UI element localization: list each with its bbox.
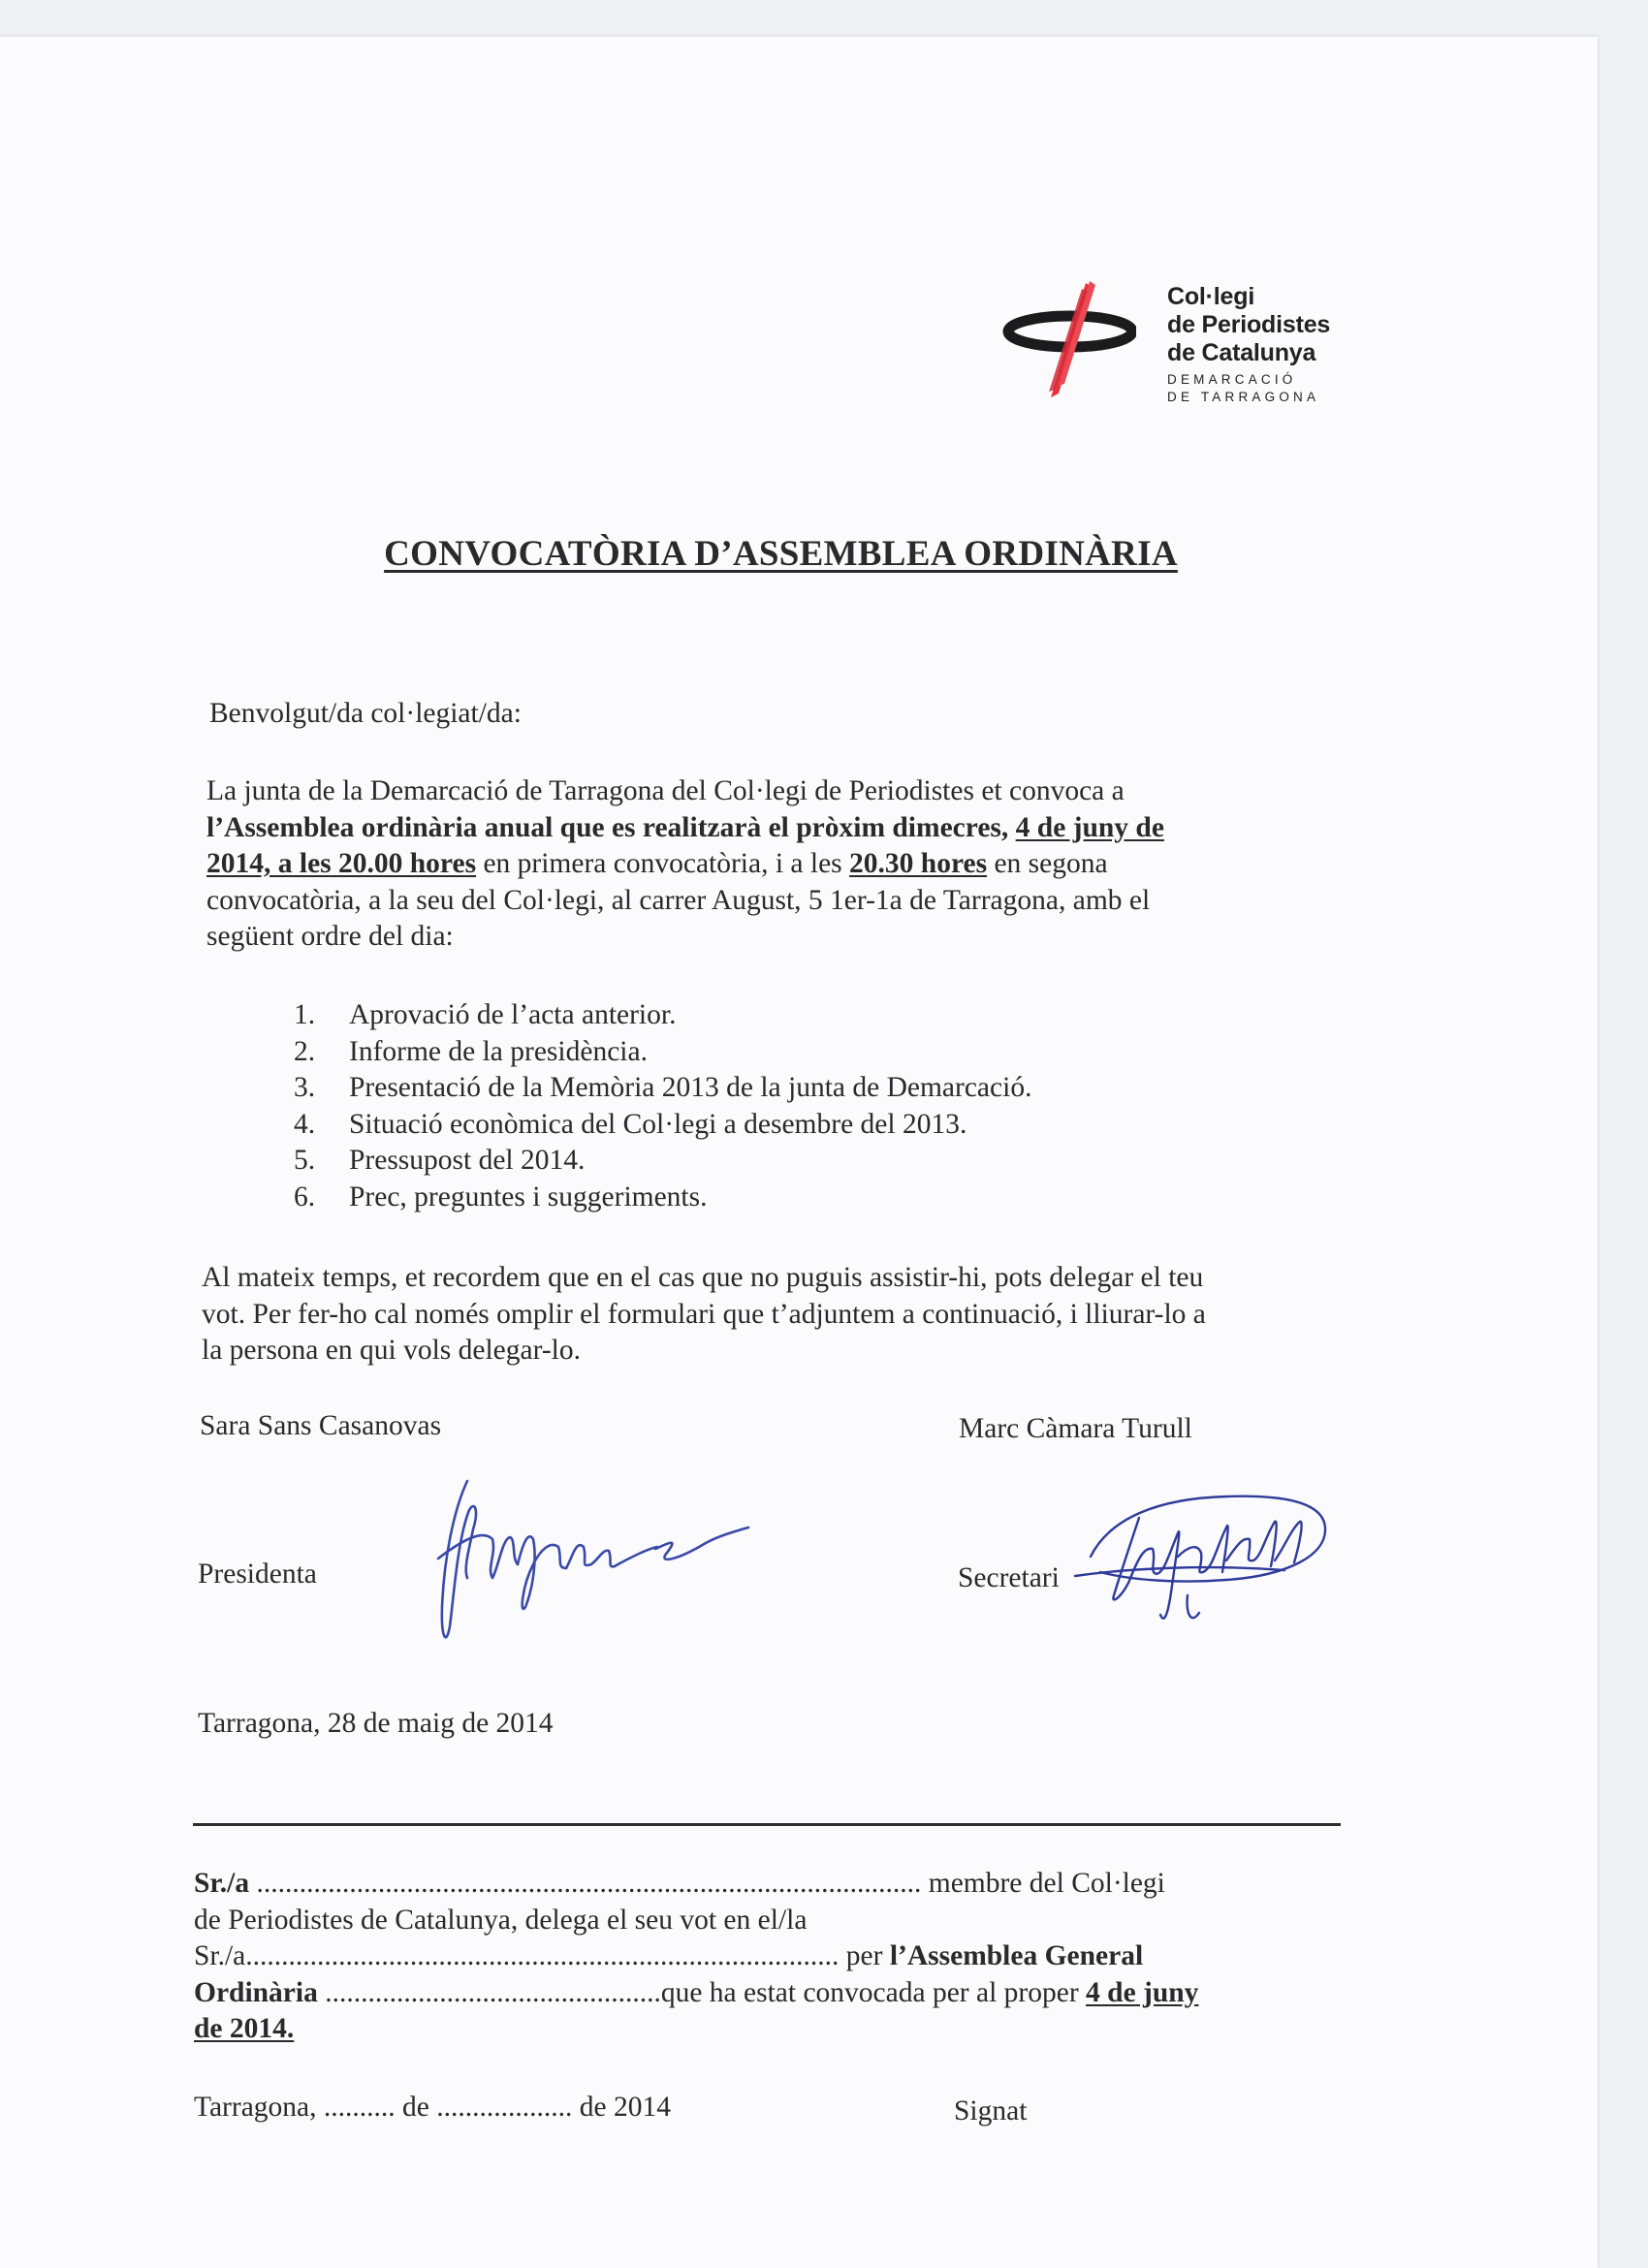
form-extra-blank[interactable]: ............................................... [317, 1976, 661, 2008]
form-line-4-mid: que ha estat convocada per al proper [660, 1976, 1087, 2008]
document-page [0, 37, 1598, 2268]
president-role: Presidenta [198, 1559, 317, 1590]
agenda-text: Presentació de la Memòria 2013 de la junta de Demarcació. [349, 1072, 1032, 1103]
agenda-number: 2. [294, 1035, 316, 1067]
form-date-line[interactable]: Tarragona, .......... de ................... de 2014 [194, 2092, 671, 2123]
intro-line-2 [206, 810, 1312, 847]
agenda-text: Informe de la presidència. [349, 1035, 648, 1067]
collegi-logo-mark [991, 277, 1136, 403]
agenda-item [294, 1070, 1031, 1107]
reminder-paragraph [202, 1260, 1341, 1370]
collegi-logo-text [1167, 283, 1330, 406]
place-date: Tarragona, 28 de maig de 2014 [198, 1708, 554, 1739]
agenda-text: Prec, preguntes i suggeriments. [349, 1181, 708, 1213]
logo-line-2: de Periodistes [1167, 311, 1331, 338]
agenda-text: Situació econòmica del Col·legi a desembre del 2013. [349, 1108, 967, 1140]
intro-line-5: següent ordre del dia: [206, 921, 454, 952]
form-line-4 [194, 1975, 1347, 2012]
secretary-signature [1071, 1479, 1338, 1629]
agenda-item [294, 1143, 1031, 1180]
logo-line-3: de Catalunya [1167, 339, 1316, 366]
intro-date-part2: 2014, a les 20.00 hores [206, 848, 477, 879]
delegation-form [194, 1866, 1347, 2048]
reminder-line-3: la persona en qui vols delegar-lo. [202, 1335, 581, 1366]
agenda-item [294, 1180, 1031, 1216]
form-line-1-end: membre del Col·legi [921, 1868, 1165, 1899]
agenda-text: Pressupost del 2014. [349, 1145, 586, 1176]
form-line-5 [194, 2011, 1347, 2048]
agenda-item [294, 1034, 1031, 1071]
intro-line-4: convocatòria, a la seu del Col·legi, al carrer August, 5 1er-1a de Tarragona, amb el [206, 884, 1151, 916]
form-sra-label: Sr./a [194, 1868, 250, 1899]
document-title: CONVOCATÒRIA D’ASSEMBLEA ORDINÀRIA [384, 534, 1178, 574]
secretary-role: Secretari [958, 1562, 1060, 1593]
president-signature [425, 1471, 754, 1655]
agenda-number: 1. [294, 999, 316, 1030]
agenda-item [294, 1107, 1031, 1144]
intro-date-part1: 4 de juny de [1015, 811, 1164, 843]
logo-sub-2: DE TARRAGONA [1167, 390, 1320, 404]
greeting: Benvolgut/da col·legiat/da: [209, 698, 522, 729]
form-name-blank[interactable]: ............................................................................................. [249, 1868, 922, 1899]
secretary-name: Marc Càmara Turull [959, 1413, 1192, 1444]
form-assembly-label: l’Assemblea General [889, 1940, 1144, 1971]
form-date-part1: 4 de juny [1086, 1976, 1199, 2008]
agenda-list [294, 997, 1031, 1215]
agenda-item [294, 997, 1031, 1034]
form-ordinaria-label: Ordinària [194, 1976, 318, 2008]
reminder-line-2: vot. Per fer-ho cal només omplir el formulari que t’adjuntem a continuació, i lliurar-lo a [202, 1298, 1206, 1330]
intro-end-text: en segona [987, 848, 1108, 879]
agenda-number: 4. [294, 1108, 316, 1140]
form-date-part2: de 2014. [194, 2013, 295, 2044]
form-line-1 [194, 1866, 1347, 1903]
form-line-3 [194, 1938, 1347, 1975]
logo-line-1: Col·legi [1167, 283, 1255, 310]
president-name: Sara Sans Casanovas [200, 1410, 442, 1441]
section-divider [193, 1823, 1341, 1826]
form-line-3-mid: per [839, 1940, 890, 1971]
form-delegate-blank[interactable]: ................................................................................... [245, 1940, 840, 1971]
intro-paragraph [206, 773, 1312, 956]
intro-mid-text: en primera convocatòria, i a les [476, 848, 850, 879]
agenda-number: 6. [294, 1181, 316, 1213]
intro-line-3 [206, 846, 1312, 883]
intro-bold: l’Assemblea ordinària anual que es realitzarà el pròxim dimecres, [206, 811, 1016, 843]
form-signature-label: Signat [954, 2095, 1028, 2126]
reminder-line-1: Al mateix temps, et recordem que en el cas que no puguis assistir-hi, pots delegar el teu [202, 1262, 1204, 1293]
intro-second-time: 20.30 hores [849, 848, 988, 879]
agenda-text: Aprovació de l’acta anterior. [349, 999, 677, 1030]
logo-sub-1: DEMARCACIÓ [1167, 372, 1297, 387]
agenda-number: 5. [294, 1145, 316, 1176]
intro-line-1: La junta de la Demarcació de Tarragona del Col·legi de Periodistes et convoca a [206, 775, 1125, 806]
form-line-2: de Periodistes de Catalunya, delega el seu vot en el/la [194, 1904, 808, 1936]
form-sra-label-2: Sr./a [194, 1940, 246, 1971]
agenda-number: 3. [294, 1072, 316, 1103]
